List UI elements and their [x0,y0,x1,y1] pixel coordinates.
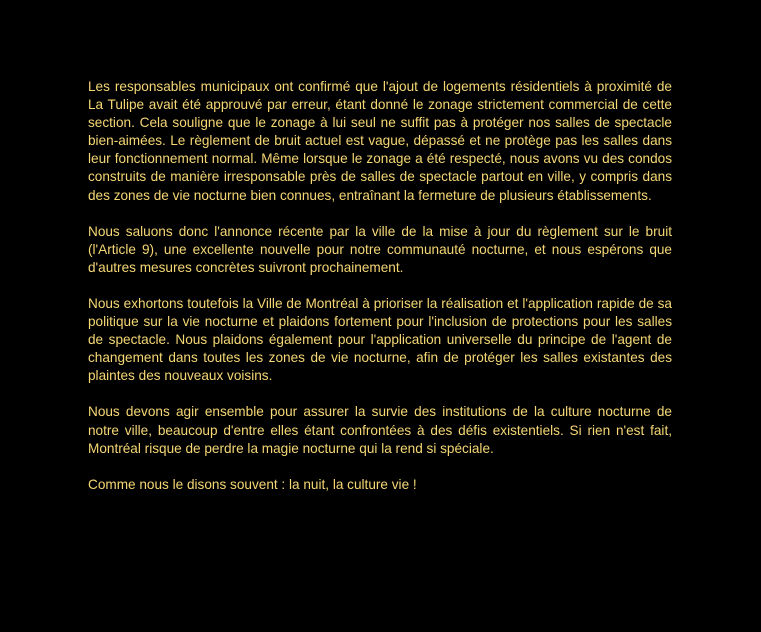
paragraph-call-to-action: Nous devons agir ensemble pour assurer la survie des institutions de la culture nocturne de notre ville, beaucoup d'entre elles étant confrontées à des défis existentiels. Si rien n'est fait, Montréal risque de perdre la magie nocturne qui la rend si spéciale. [88,404,672,456]
document-body [88,78,672,512]
paragraph-closing-slogan: Comme nous le disons souvent : la nuit, la culture vie ! [88,476,417,492]
paragraph-nightlife-policy: Nous exhortons toutefois la Ville de Montréal à prioriser la réalisation et l'application rapide de sa politique sur la vie nocturne et plaidons fortement pour l'inclusion de protections pour les salles de spectacle. Nous plaidons également pour l'application universelle du principe de l'agent de changement dans toutes les zones de vie nocturne, afin de protéger les salles existantes des plaintes des nouveaux voisins. [88,295,672,384]
paragraph-noise-bylaw: Nous saluons donc l'annonce récente par la ville de la mise à jour du règlement sur le bruit (l'Article 9), une excellente nouvelle pour notre communauté nocturne, et nous espérons que d'autres mesures concrètes suivront prochainement. [88,223,672,275]
paragraph-zoning: Les responsables municipaux ont confirmé que l'ajout de logements résidentiels à proximité de La Tulipe avait été approuvé par erreur, étant donné le zonage strictement commercial de cette section. Cela souligne que le zonage à lui seul ne suffit pas à protéger nos salles de spectacle bien-aimées. Le règlement de bruit actuel est vague, dépassé et ne protège pas les salles dans leur fonctionnement normal. Même lorsque le zonage a été respecté, nous avons vu des condos construits de manière irresponsable près de salles de spectacle partout en ville, y compris dans des zones de vie nocturne bien connues, entraînant la fermeture de plusieurs établissements. [88,79,672,203]
